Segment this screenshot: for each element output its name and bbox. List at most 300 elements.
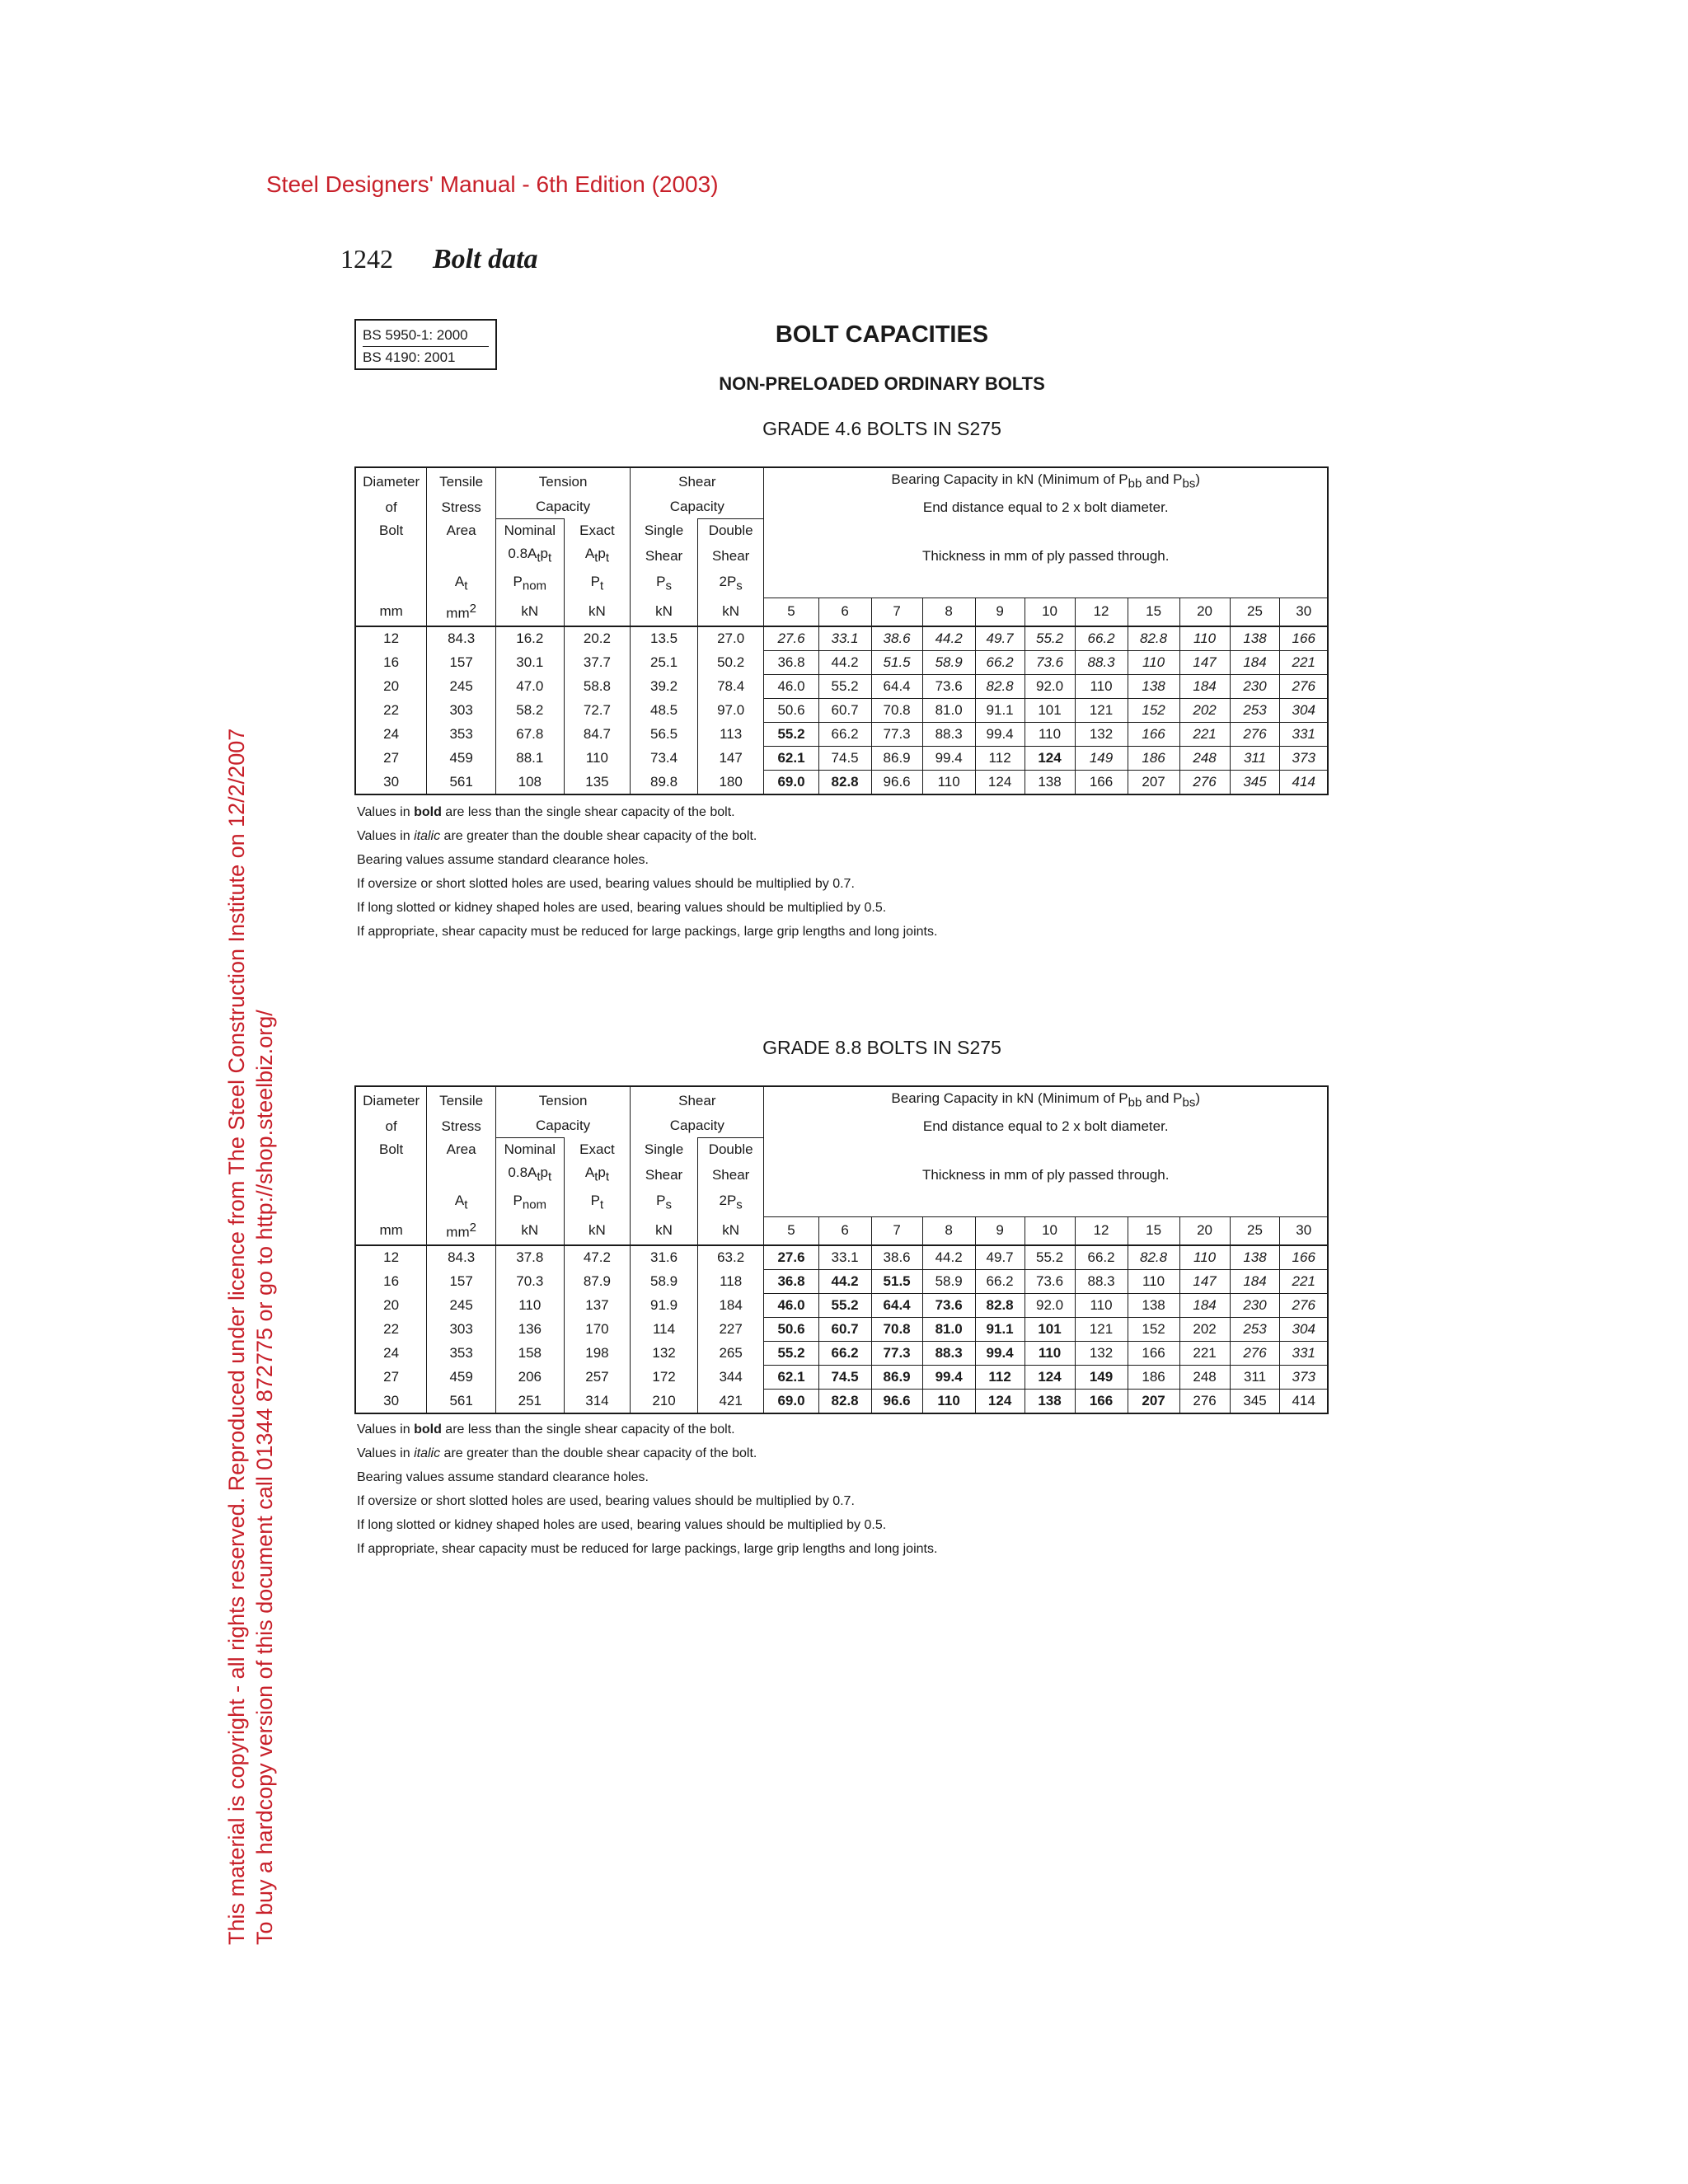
table-row — [355, 746, 1328, 770]
table-cell: 49.7 — [975, 626, 1025, 651]
table-cell: 245 — [427, 1293, 496, 1317]
table-cell: 44.2 — [922, 1245, 975, 1270]
table-cell: 51.5 — [871, 1269, 922, 1293]
table-cell: 33.1 — [818, 1245, 871, 1270]
table-row — [355, 1341, 1328, 1365]
note-text: Bearing values assume standard clearance holes. — [357, 853, 649, 867]
unit-cell — [697, 1216, 764, 1245]
table-cell: 81.0 — [922, 1317, 975, 1341]
table-cell: 152 — [1128, 698, 1179, 722]
table-cell: 166 — [1075, 770, 1128, 794]
symbol: P — [590, 573, 601, 589]
double-header-shear: Shear — [697, 542, 764, 569]
bearing-close: ) — [1195, 471, 1200, 487]
note-emphasis: italic — [414, 1446, 441, 1460]
note-line — [357, 896, 937, 920]
diameter-header-bolt: Bolt — [355, 519, 427, 543]
bearing-sub-bb: bb — [1128, 476, 1142, 491]
formula-text: p — [598, 546, 606, 562]
table-cell: 60.7 — [818, 1317, 871, 1341]
thickness-header: 8 — [922, 598, 975, 626]
table-cell: 73.6 — [922, 1293, 975, 1317]
table-cell: 353 — [427, 1341, 496, 1365]
table-cell: 303 — [427, 1317, 496, 1341]
table-cell: 110 — [1025, 722, 1075, 746]
unit-text: mm — [446, 605, 470, 621]
table-cell: 46.0 — [764, 1293, 818, 1317]
thickness-header: 12 — [1075, 1216, 1128, 1245]
note-text: Values in — [357, 805, 415, 819]
table-row — [355, 770, 1328, 794]
tension-header-capacity: Capacity — [495, 495, 630, 519]
unit-text: kN — [588, 603, 606, 619]
table-cell: 276 — [1280, 1293, 1328, 1317]
table-cell: 66.2 — [975, 1269, 1025, 1293]
table-cell: 69.0 — [764, 770, 818, 794]
table-cell: 184 — [1230, 650, 1280, 674]
table-cell: 124 — [1025, 1365, 1075, 1389]
table-cell: 77.3 — [871, 1341, 922, 1365]
note-text: Bearing values assume standard clearance holes. — [357, 1470, 649, 1484]
symbol-subscript: t — [464, 579, 468, 593]
unit-cell — [495, 1216, 564, 1245]
table-cell: 136 — [495, 1317, 564, 1341]
thickness-header: 6 — [818, 598, 871, 626]
tensile-blank — [427, 1161, 496, 1188]
table-cell: 118 — [697, 1269, 764, 1293]
table-cell: 62.1 — [764, 1365, 818, 1389]
thickness-header: 8 — [922, 1216, 975, 1245]
table-cell: 124 — [1025, 746, 1075, 770]
table-row — [355, 1389, 1328, 1413]
thickness-header: 20 — [1179, 598, 1230, 626]
thickness-header: 20 — [1179, 1216, 1230, 1245]
table-cell: 414 — [1280, 770, 1328, 794]
note-line — [357, 1441, 937, 1465]
table-cell: 30.1 — [495, 650, 564, 674]
page-title: BOLT CAPACITIES — [775, 321, 989, 348]
note-text: If long slotted or kidney shaped holes are used, bearing values should be multiplied by 0.5. — [357, 1518, 887, 1532]
table-cell: 227 — [697, 1317, 764, 1341]
table-cell: 50.2 — [697, 650, 764, 674]
table-cell: 96.6 — [871, 770, 922, 794]
nominal-header: Nominal — [495, 1138, 564, 1162]
table-cell: 38.6 — [871, 1245, 922, 1270]
symbol-subscript: nom — [522, 1197, 547, 1212]
table-cell: 221 — [1280, 650, 1328, 674]
symbol-subscript: t — [600, 1197, 604, 1212]
table-cell: 147 — [697, 746, 764, 770]
diameter-header-of: of — [355, 495, 427, 519]
unit-text: kN — [655, 1222, 673, 1238]
table-cell: 88.3 — [1075, 1269, 1128, 1293]
table-cell: 84.3 — [427, 1245, 496, 1270]
running-head — [340, 244, 538, 275]
table-cell: 91.1 — [975, 1317, 1025, 1341]
unit-text: kN — [655, 603, 673, 619]
table-cell: 353 — [427, 722, 496, 746]
tensile-header-stress: Stress — [427, 1114, 496, 1138]
formula-sub: t — [605, 551, 609, 565]
thickness-header: 9 — [975, 1216, 1025, 1245]
table-cell: 36.8 — [764, 650, 818, 674]
table-cell: 46.0 — [764, 674, 818, 698]
bearing-and: and P — [1142, 1090, 1183, 1106]
table-cell: 86.9 — [871, 746, 922, 770]
shear-header: Shear — [631, 1086, 764, 1114]
table-cell: 276 — [1230, 722, 1280, 746]
table-cell: 55.2 — [764, 1341, 818, 1365]
table-row — [355, 650, 1328, 674]
table-cell: 99.4 — [975, 1341, 1025, 1365]
table-cell: 73.4 — [631, 746, 698, 770]
page-subtitle: NON-PRELOADED ORDINARY BOLTS — [719, 373, 1045, 394]
pt-symbol — [564, 570, 631, 598]
thickness-header: 15 — [1128, 598, 1179, 626]
diameter-header-of: of — [355, 1114, 427, 1138]
table-cell: 58.9 — [922, 650, 975, 674]
table-cell: 230 — [1230, 674, 1280, 698]
formula-sub: t — [548, 1169, 552, 1184]
table-cell: 166 — [1075, 1389, 1128, 1413]
note-emphasis: italic — [414, 829, 441, 843]
unit-text: kN — [521, 1222, 539, 1238]
table-cell: 16 — [355, 650, 427, 674]
table-cell: 27.6 — [764, 626, 818, 651]
table-cell: 112 — [975, 1365, 1025, 1389]
table-cell: 58.9 — [631, 1269, 698, 1293]
note-line — [357, 1513, 937, 1537]
table-cell: 99.4 — [975, 722, 1025, 746]
table-cell: 22 — [355, 698, 427, 722]
table-cell: 88.3 — [1075, 650, 1128, 674]
table-cell: 55.2 — [1025, 626, 1075, 651]
table-cell: 50.6 — [764, 1317, 818, 1341]
table-cell: 22 — [355, 1317, 427, 1341]
table-cell: 82.8 — [818, 1389, 871, 1413]
table-cell: 221 — [1179, 722, 1230, 746]
single-header-shear: Shear — [631, 542, 698, 569]
table-cell: 253 — [1230, 698, 1280, 722]
table-cell: 55.2 — [1025, 1245, 1075, 1270]
table-cell: 13.5 — [631, 626, 698, 651]
diameter-header: Diameter — [355, 1086, 427, 1114]
table-cell: 345 — [1230, 1389, 1280, 1413]
bearing-text: Bearing Capacity in kN (Minimum of P — [891, 471, 1128, 487]
table-cell: 180 — [697, 770, 764, 794]
table-cell: 70.8 — [871, 698, 922, 722]
end-distance-note: End distance equal to 2 x bolt diameter. — [764, 495, 1328, 519]
note-text: If appropriate, shear capacity must be reduced for large packings, large grip lengths and long joints. — [357, 925, 938, 939]
unit-cell — [631, 598, 698, 626]
note-line — [357, 800, 937, 824]
table-cell: 166 — [1280, 1245, 1328, 1270]
table-cell: 149 — [1075, 1365, 1128, 1389]
note-text: If oversize or short slotted holes are used, bearing values should be multiplied by 0.7. — [357, 1494, 855, 1508]
symbol: P — [590, 1192, 601, 1208]
tension-header-capacity: Capacity — [495, 1114, 630, 1138]
table-cell: 97.0 — [697, 698, 764, 722]
table-cell: 276 — [1179, 1389, 1230, 1413]
unit-text: kN — [722, 603, 740, 619]
thickness-header: 5 — [764, 598, 818, 626]
formula-text: p — [598, 1165, 606, 1181]
table-cell: 186 — [1128, 1365, 1179, 1389]
thickness-header: 10 — [1025, 1216, 1075, 1245]
table-cell: 82.8 — [1128, 1245, 1179, 1270]
note-line — [357, 1489, 937, 1513]
formula-text: A — [584, 1165, 595, 1181]
unit-cell — [427, 1216, 496, 1245]
table-cell: 166 — [1128, 1341, 1179, 1365]
unit-cell — [564, 598, 631, 626]
table-cell: 44.2 — [818, 650, 871, 674]
table-cell: 66.2 — [1075, 1245, 1128, 1270]
tension-header: Tension — [495, 467, 630, 495]
tensile-header: Tensile — [427, 1086, 496, 1114]
table-cell: 91.9 — [631, 1293, 698, 1317]
table-cell: 207 — [1128, 1389, 1179, 1413]
standard-1: BS 5950-1: 2000 — [363, 327, 468, 343]
note-text: Values in — [357, 829, 415, 843]
table-cell: 58.2 — [495, 698, 564, 722]
table-cell: 82.8 — [975, 674, 1025, 698]
thickness-header: 7 — [871, 1216, 922, 1245]
page-number: 1242 — [340, 244, 393, 274]
pt-symbol — [564, 1189, 631, 1216]
table-cell: 124 — [975, 1389, 1025, 1413]
table-cell: 38.6 — [871, 626, 922, 651]
formula-sub: t — [605, 1169, 609, 1184]
note-text: If long slotted or kidney shaped holes are used, bearing values should be multiplied by 0.5. — [357, 901, 887, 915]
table-cell: 88.3 — [922, 722, 975, 746]
table-cell: 166 — [1128, 722, 1179, 746]
table-cell: 47.0 — [495, 674, 564, 698]
note-text: are greater than the double shear capacity of the bolt. — [440, 1446, 757, 1460]
grade-title-4-6: GRADE 4.6 BOLTS IN S275 — [762, 418, 1001, 439]
unit-cell — [564, 1216, 631, 1245]
table-cell: 276 — [1179, 770, 1230, 794]
bearing-header — [764, 1086, 1328, 1114]
table-cell: 459 — [427, 1365, 496, 1389]
table-cell: 12 — [355, 626, 427, 651]
table-cell: 37.7 — [564, 650, 631, 674]
formula-text: 0.8A — [508, 546, 537, 562]
table-cell: 304 — [1280, 1317, 1328, 1341]
table-cell: 257 — [564, 1365, 631, 1389]
unit-cell — [631, 1216, 698, 1245]
table-cell: 147 — [1179, 650, 1230, 674]
formula-text: p — [540, 1165, 549, 1181]
table-cell: 44.2 — [818, 1269, 871, 1293]
table-cell: 265 — [697, 1341, 764, 1365]
symbol: P — [656, 1192, 666, 1208]
shear-header-capacity: Capacity — [631, 1114, 764, 1138]
table-cell: 138 — [1128, 1293, 1179, 1317]
symbol-subscript: s — [665, 579, 672, 593]
table-cell: 69.0 — [764, 1389, 818, 1413]
table-cell: 86.9 — [871, 1365, 922, 1389]
table-cell: 421 — [697, 1389, 764, 1413]
ps-symbol — [631, 570, 698, 598]
note-line — [357, 848, 937, 872]
note-text: are less than the single shear capacity of the bolt. — [441, 805, 735, 819]
table-cell: 81.0 — [922, 698, 975, 722]
table-cell: 66.2 — [818, 1341, 871, 1365]
table-cell: 157 — [427, 1269, 496, 1293]
table-cell: 113 — [697, 722, 764, 746]
diameter-blank — [355, 542, 427, 569]
table-cell: 99.4 — [922, 1365, 975, 1389]
formula-sub: t — [594, 1169, 598, 1184]
note-emphasis: bold — [414, 805, 442, 819]
table-cell: 55.2 — [818, 674, 871, 698]
table-cell: 138 — [1025, 770, 1075, 794]
unit-text: mm — [379, 1222, 403, 1238]
diameter-blank — [355, 1189, 427, 1216]
symbol: A — [454, 1192, 465, 1208]
unit-cell — [355, 1216, 427, 1245]
table-cell: 304 — [1280, 698, 1328, 722]
nominal-formula — [495, 542, 564, 569]
table-cell: 82.8 — [1128, 626, 1179, 651]
table-cell: 25.1 — [631, 650, 698, 674]
table-cell: 248 — [1179, 1365, 1230, 1389]
table-cell: 138 — [1230, 1245, 1280, 1270]
table-cell: 55.2 — [764, 722, 818, 746]
double-header-shear: Shear — [697, 1161, 764, 1188]
table-cell: 89.8 — [631, 770, 698, 794]
table-cell: 276 — [1280, 674, 1328, 698]
symbol-subscript: s — [736, 1197, 743, 1212]
table-cell: 276 — [1230, 1341, 1280, 1365]
table-cell: 63.2 — [697, 1245, 764, 1270]
note-line — [357, 1418, 937, 1441]
table-row — [355, 1317, 1328, 1341]
table-cell: 230 — [1230, 1293, 1280, 1317]
table-cell: 73.6 — [922, 674, 975, 698]
unit-text: mm — [379, 603, 403, 619]
bearing-blank — [764, 1138, 1328, 1162]
table-cell: 16.2 — [495, 626, 564, 651]
symbol: A — [454, 573, 465, 589]
table-cell: 331 — [1280, 1341, 1328, 1365]
bearing-and: and P — [1142, 471, 1183, 487]
formula-sub: t — [537, 551, 541, 565]
table-cell: 31.6 — [631, 1245, 698, 1270]
table-row — [355, 626, 1328, 651]
table-cell: 221 — [1280, 1269, 1328, 1293]
exact-header: Exact — [564, 519, 631, 543]
notes-grade-8-8 — [357, 1418, 937, 1561]
bearing-header — [764, 467, 1328, 495]
standards-box — [354, 319, 497, 370]
table-cell: 373 — [1280, 746, 1328, 770]
two-ps-symbol — [697, 1189, 764, 1216]
table-row — [355, 698, 1328, 722]
note-emphasis: bold — [414, 1422, 442, 1436]
nominal-formula — [495, 1161, 564, 1188]
thickness-header: 10 — [1025, 598, 1075, 626]
table-row — [355, 1245, 1328, 1270]
table-cell: 110 — [1128, 1269, 1179, 1293]
tension-header: Tension — [495, 1086, 630, 1114]
table-cell: 147 — [1179, 1269, 1230, 1293]
bearing-blank-2 — [764, 1189, 1328, 1216]
table-cell: 344 — [697, 1365, 764, 1389]
table-cell: 184 — [1179, 674, 1230, 698]
table-cell: 56.5 — [631, 722, 698, 746]
section-title: Bolt data — [433, 244, 538, 274]
table-cell: 110 — [1179, 1245, 1230, 1270]
table-cell: 99.4 — [922, 746, 975, 770]
thickness-note: Thickness in mm of ply passed through. — [764, 542, 1328, 569]
copyright-notice — [223, 729, 279, 1945]
thickness-header: 6 — [818, 1216, 871, 1245]
symbol-subscript: t — [464, 1197, 468, 1212]
bearing-blank-2 — [764, 570, 1328, 598]
thickness-note: Thickness in mm of ply passed through. — [764, 1161, 1328, 1188]
grade-title-8-8: GRADE 8.8 BOLTS IN S275 — [762, 1037, 1001, 1058]
table-cell: 66.2 — [1075, 626, 1128, 651]
table-cell: 82.8 — [975, 1293, 1025, 1317]
formula-sub: t — [594, 551, 598, 565]
table-cell: 48.5 — [631, 698, 698, 722]
note-line — [357, 824, 937, 848]
table-cell: 78.4 — [697, 674, 764, 698]
table-cell: 248 — [1179, 746, 1230, 770]
table-cell: 92.0 — [1025, 1293, 1075, 1317]
table-cell: 51.5 — [871, 650, 922, 674]
symbol: P — [656, 573, 666, 589]
table-cell: 251 — [495, 1389, 564, 1413]
table-cell: 245 — [427, 674, 496, 698]
table-cell: 132 — [1075, 1341, 1128, 1365]
table-cell: 96.6 — [871, 1389, 922, 1413]
table-cell: 170 — [564, 1317, 631, 1341]
symbol-subscript: s — [736, 579, 743, 593]
table-cell: 561 — [427, 1389, 496, 1413]
note-text: are less than the single shear capacity of the bolt. — [441, 1422, 735, 1436]
symbol: 2P — [719, 1192, 737, 1208]
standard-2: BS 4190: 2001 — [363, 346, 489, 368]
table-cell: 24 — [355, 722, 427, 746]
thickness-header: 15 — [1128, 1216, 1179, 1245]
table-cell: 87.9 — [564, 1269, 631, 1293]
table-cell: 101 — [1025, 698, 1075, 722]
table-cell: 157 — [427, 650, 496, 674]
exact-header: Exact — [564, 1138, 631, 1162]
unit-cell — [427, 598, 496, 626]
table-cell: 58.8 — [564, 674, 631, 698]
exact-formula — [564, 1161, 631, 1188]
bearing-text: Bearing Capacity in kN (Minimum of P — [891, 1090, 1128, 1106]
table-cell: 114 — [631, 1317, 698, 1341]
table-cell: 33.1 — [818, 626, 871, 651]
table-cell: 202 — [1179, 1317, 1230, 1341]
unit-cell — [697, 598, 764, 626]
table-cell: 70.3 — [495, 1269, 564, 1293]
single-header-shear: Shear — [631, 1161, 698, 1188]
unit-superscript: 2 — [469, 602, 476, 616]
table-cell: 72.7 — [564, 698, 631, 722]
table-cell: 137 — [564, 1293, 631, 1317]
thickness-header: 30 — [1280, 1216, 1328, 1245]
table-cell: 303 — [427, 698, 496, 722]
table-cell: 84.7 — [564, 722, 631, 746]
table-cell: 58.9 — [922, 1269, 975, 1293]
pnom-symbol — [495, 570, 564, 598]
